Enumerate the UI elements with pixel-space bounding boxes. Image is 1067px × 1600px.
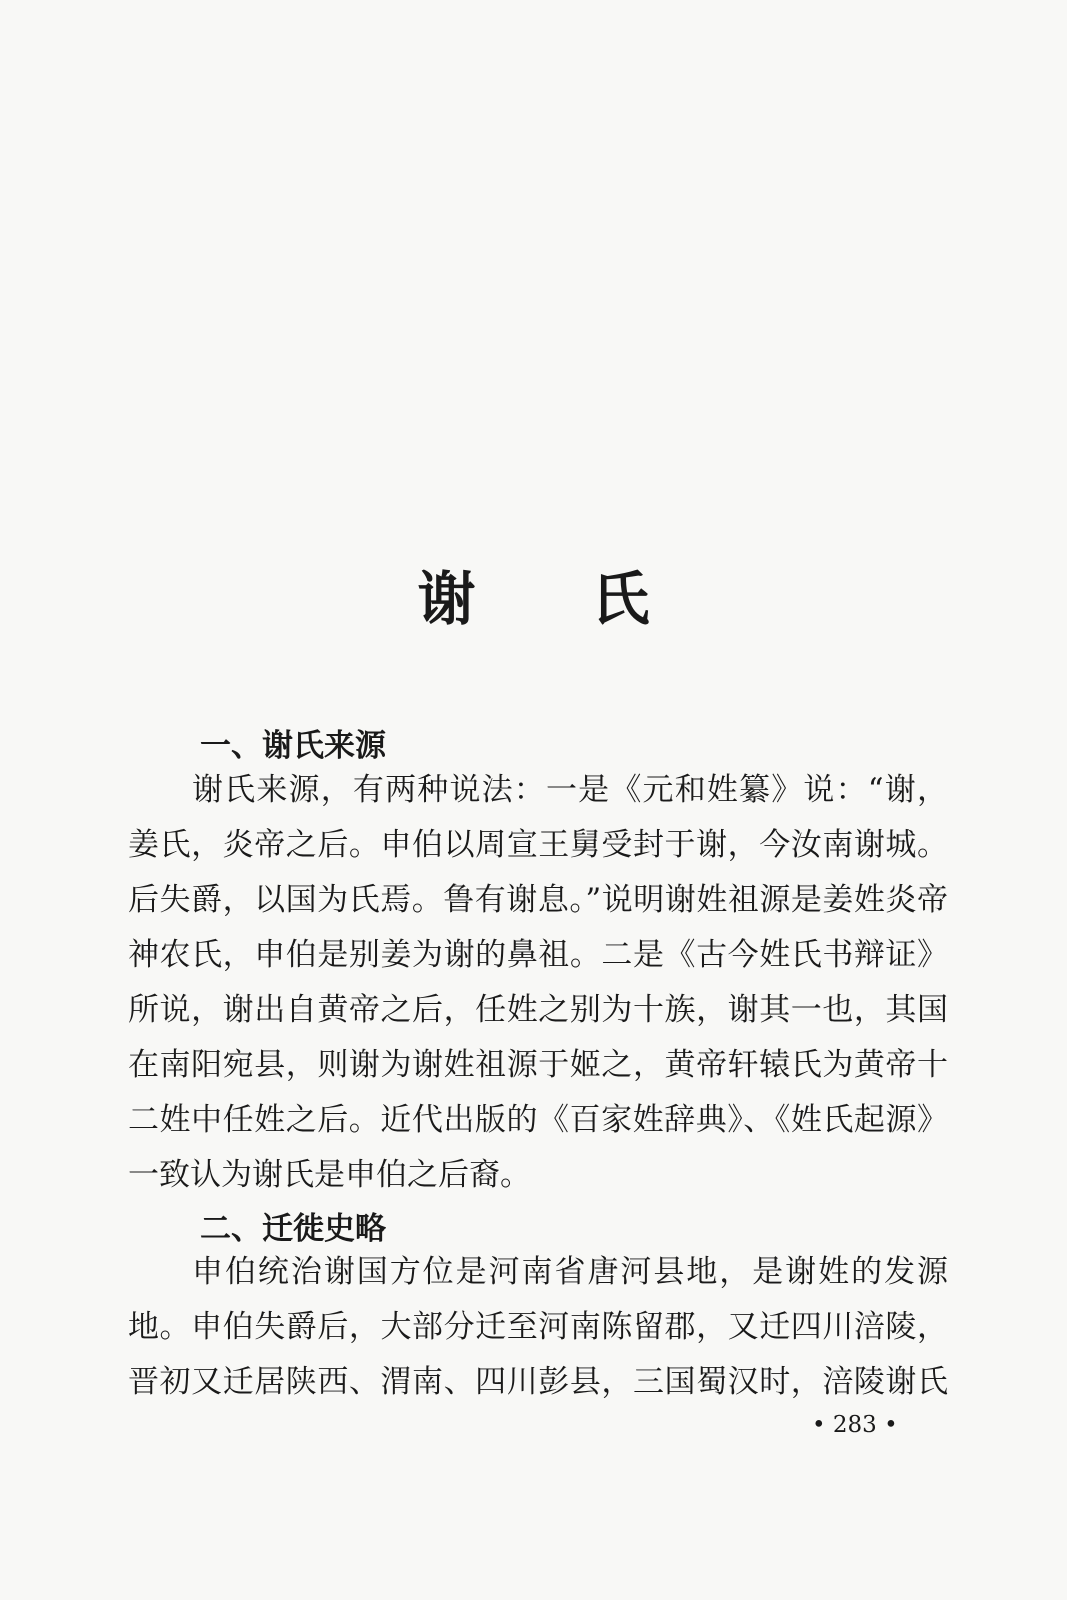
chapter-title	[0, 564, 1067, 634]
section-heading-migration: 二、迁徙史略	[200, 1210, 386, 1247]
text-line: 在南阳宛县，则谢为谢姓祖源于姬之，黄帝轩辕氏为黄帝十	[128, 1047, 948, 1083]
chapter-title-char: 氏	[591, 564, 650, 633]
chapter-title-char: 谢	[417, 564, 476, 633]
text-line: 后失爵，以国为氏焉。鲁有谢息。”说明谢姓祖源是姜姓炎帝	[128, 882, 948, 918]
text-line: 姜氏，炎帝之后。申伯以周宣王舅受封于谢，今汝南谢城。	[128, 827, 948, 863]
text-line: 二姓中任姓之后。近代出版的《百家姓辞典》、《姓氏起源》	[128, 1102, 948, 1138]
paragraph-migration	[128, 1245, 948, 1410]
text-line: 晋初又迁居陕西、渭南、四川彭县，三国蜀汉时，涪陵谢氏	[128, 1364, 948, 1400]
paragraph-origin	[128, 763, 948, 1203]
section-heading-origin: 一、谢氏来源	[200, 727, 386, 764]
page-number: • 283 •	[812, 1412, 898, 1438]
text-line: 申伯统治谢国方位是河南省唐河县地，是谢姓的发源	[192, 1254, 948, 1290]
text-line: 所说，谢出自黄帝之后，任姓之别为十族，谢其一也，其国	[128, 992, 948, 1028]
text-line: 地。申伯失爵后，大部分迁至河南陈留郡，又迁四川涪陵，	[128, 1309, 948, 1345]
text-line: 一致认为谢氏是申伯之后裔。	[128, 1157, 531, 1193]
text-line: 神农氏，申伯是别姜为谢的鼻祖。二是《古今姓氏书辩证》	[128, 937, 948, 973]
text-line: 谢氏来源，有两种说法：一是《元和姓纂》说：“谢，	[192, 772, 948, 808]
